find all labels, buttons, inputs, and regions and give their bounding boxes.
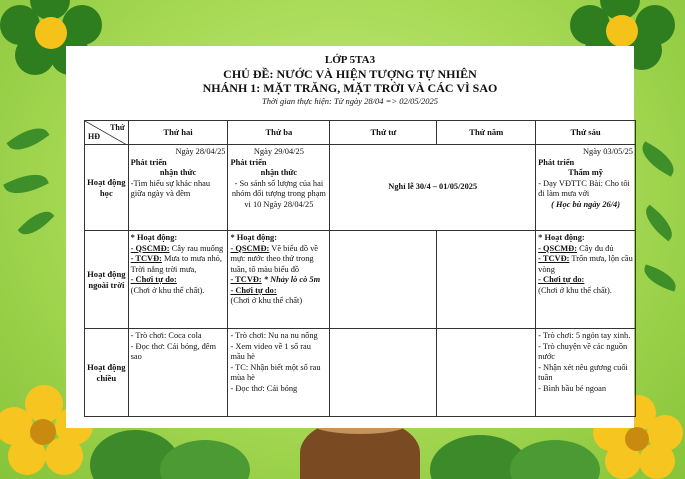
qscmd-label: - QSCMĐ: bbox=[130, 243, 170, 253]
cell-afternoon-friday bbox=[536, 329, 636, 417]
activity-text: - Trò chơi: 5 ngón tay xinh. bbox=[538, 331, 631, 340]
activity-text: - Bình bầu bé ngoan bbox=[538, 383, 607, 393]
row-label-afternoon: Hoạt động chiều bbox=[85, 329, 129, 417]
corner-activity-label: HĐ bbox=[88, 132, 100, 141]
free-play-text: (Chơi ở khu thể chất) bbox=[230, 296, 303, 305]
date-label: Ngày 29/04/25 bbox=[253, 147, 304, 156]
row-label-outdoor: Hoạt động ngoài trời bbox=[85, 231, 129, 329]
table-header-row bbox=[85, 121, 636, 145]
cell-outdoor-monday bbox=[128, 231, 228, 329]
subject-label: nhận thức bbox=[159, 168, 197, 177]
free-play-text: (Chơi ở khu thể chất). bbox=[538, 285, 612, 295]
date-label: Ngày 03/05/25 bbox=[582, 147, 633, 156]
activity-text: - Trò chơi: Nu na nu nống bbox=[230, 331, 318, 340]
activity-text: - Đọc thơ: Cái bóng, đêm sao bbox=[130, 341, 217, 361]
free-play-label: - Chơi tự do: bbox=[130, 275, 177, 284]
cell-learning-monday bbox=[128, 145, 228, 231]
column-header-thursday: Thứ năm bbox=[437, 121, 536, 145]
subject-label: nhận thức bbox=[260, 168, 298, 177]
cell-learning-tuesday bbox=[228, 145, 330, 231]
qscmd-text: Cây rau muống bbox=[171, 243, 224, 253]
column-header-wednesday: Thứ tư bbox=[330, 121, 437, 145]
cell-outdoor-wednesday bbox=[330, 231, 437, 329]
activity-text: - Dạy VĐTTC Bài: Cho tôi đi làm mưa với bbox=[538, 178, 630, 198]
cell-holiday: Nghỉ lễ 30/4 – 01/05/2025 bbox=[330, 145, 536, 231]
cell-afternoon-monday bbox=[128, 329, 228, 417]
cell-afternoon-thursday bbox=[437, 329, 536, 417]
corner-cell bbox=[85, 121, 129, 145]
cell-outdoor-friday bbox=[536, 231, 636, 329]
subject-label: Phát triển bbox=[538, 157, 575, 167]
qscmd-text: Vẽ biểu đồ về mực nước theo thứ trong tuần, tô màu biểu đồ bbox=[230, 243, 319, 274]
activity-text: - So sánh số lượng của hai nhóm đối tượng trong phạm vi 10 Ngày 28/04/25 bbox=[231, 178, 326, 209]
tcvd-text: * Nhảy lò cò 5m bbox=[263, 275, 321, 284]
tcvd-text: Trốn mưa, lộn cầu vòng bbox=[538, 254, 633, 274]
activity-heading: * Hoạt động: bbox=[130, 233, 178, 242]
activity-heading: * Hoạt động: bbox=[538, 233, 585, 242]
cell-outdoor-tuesday bbox=[228, 231, 330, 329]
qscmd-label: - QSCMĐ: bbox=[230, 243, 270, 253]
free-play-label: - Chơi tự do: bbox=[230, 285, 277, 295]
column-header-monday: Thứ hai bbox=[128, 121, 228, 145]
subject-label: Phát triển bbox=[130, 157, 167, 167]
cell-learning-friday bbox=[536, 145, 636, 231]
row-label-learning: Hoạt động học bbox=[85, 145, 129, 231]
tcvd-label: - TCVĐ: bbox=[230, 275, 262, 284]
theme-title: CHỦ ĐỀ: NƯỚC VÀ HIỆN TƯỢNG TỰ NHIÊN bbox=[223, 67, 477, 81]
activity-text: - Xem video về 1 số rau mầu hè bbox=[230, 341, 311, 361]
activity-text: - Đọc thơ: Cái bóng bbox=[230, 383, 298, 393]
cell-afternoon-wednesday bbox=[330, 329, 437, 417]
subject-label: Phát triển bbox=[230, 157, 267, 167]
table-row-afternoon bbox=[85, 329, 636, 417]
free-play-label: - Chơi tự do: bbox=[538, 275, 585, 284]
activity-text: - Nhận xét nêu gương cuối tuần bbox=[538, 362, 628, 382]
table-row-learning bbox=[85, 145, 636, 231]
weekly-schedule-table bbox=[84, 120, 636, 417]
activity-text: - Trò chơi: Coca cola bbox=[130, 331, 202, 340]
tcvd-label: - TCVĐ: bbox=[130, 254, 162, 263]
column-header-tuesday: Thứ ba bbox=[228, 121, 330, 145]
activity-text: - Trò chuyện về các nguồn nước bbox=[538, 341, 628, 361]
column-header-friday: Thứ sáu bbox=[536, 121, 636, 145]
activity-text: -Tìm hiểu sự khác nhau giữa ngày và đêm bbox=[130, 178, 211, 198]
activity-text: - TC: Nhận biết một số rau mùa hè bbox=[230, 362, 321, 382]
activity-heading: * Hoạt động: bbox=[230, 233, 277, 242]
class-name: LỚP 5TA3 bbox=[324, 54, 376, 66]
tcvd-text: Mưa to mưa nhỏ, Trời nắng trời mưa, bbox=[130, 254, 222, 274]
corner-day-label: Thứ bbox=[110, 123, 125, 132]
cell-afternoon-tuesday bbox=[228, 329, 330, 417]
date-label: Ngày 28/04/25 bbox=[175, 147, 226, 156]
table-row-outdoor bbox=[85, 231, 636, 329]
schedule-document bbox=[66, 46, 634, 428]
qscmd-label: - QSCMĐ: bbox=[538, 243, 578, 253]
branch-title: NHÁNH 1: MẶT TRĂNG, MẶT TRỜI VÀ CÁC VÌ SAO bbox=[202, 81, 498, 95]
makeup-note: ( Học bù ngày 26/4) bbox=[551, 199, 620, 209]
free-play-text: (Chơi ở khu thể chất). bbox=[130, 285, 205, 295]
qscmd-text: Cây đu đủ bbox=[579, 243, 614, 253]
tcvd-label: - TCVĐ: bbox=[538, 254, 570, 263]
period-text: Thời gian thực hiện: Từ ngày 28/04 => 02/05/2025 bbox=[262, 96, 438, 106]
subject-label: Thẩm mỹ bbox=[568, 168, 603, 177]
cell-outdoor-thursday bbox=[437, 231, 536, 329]
